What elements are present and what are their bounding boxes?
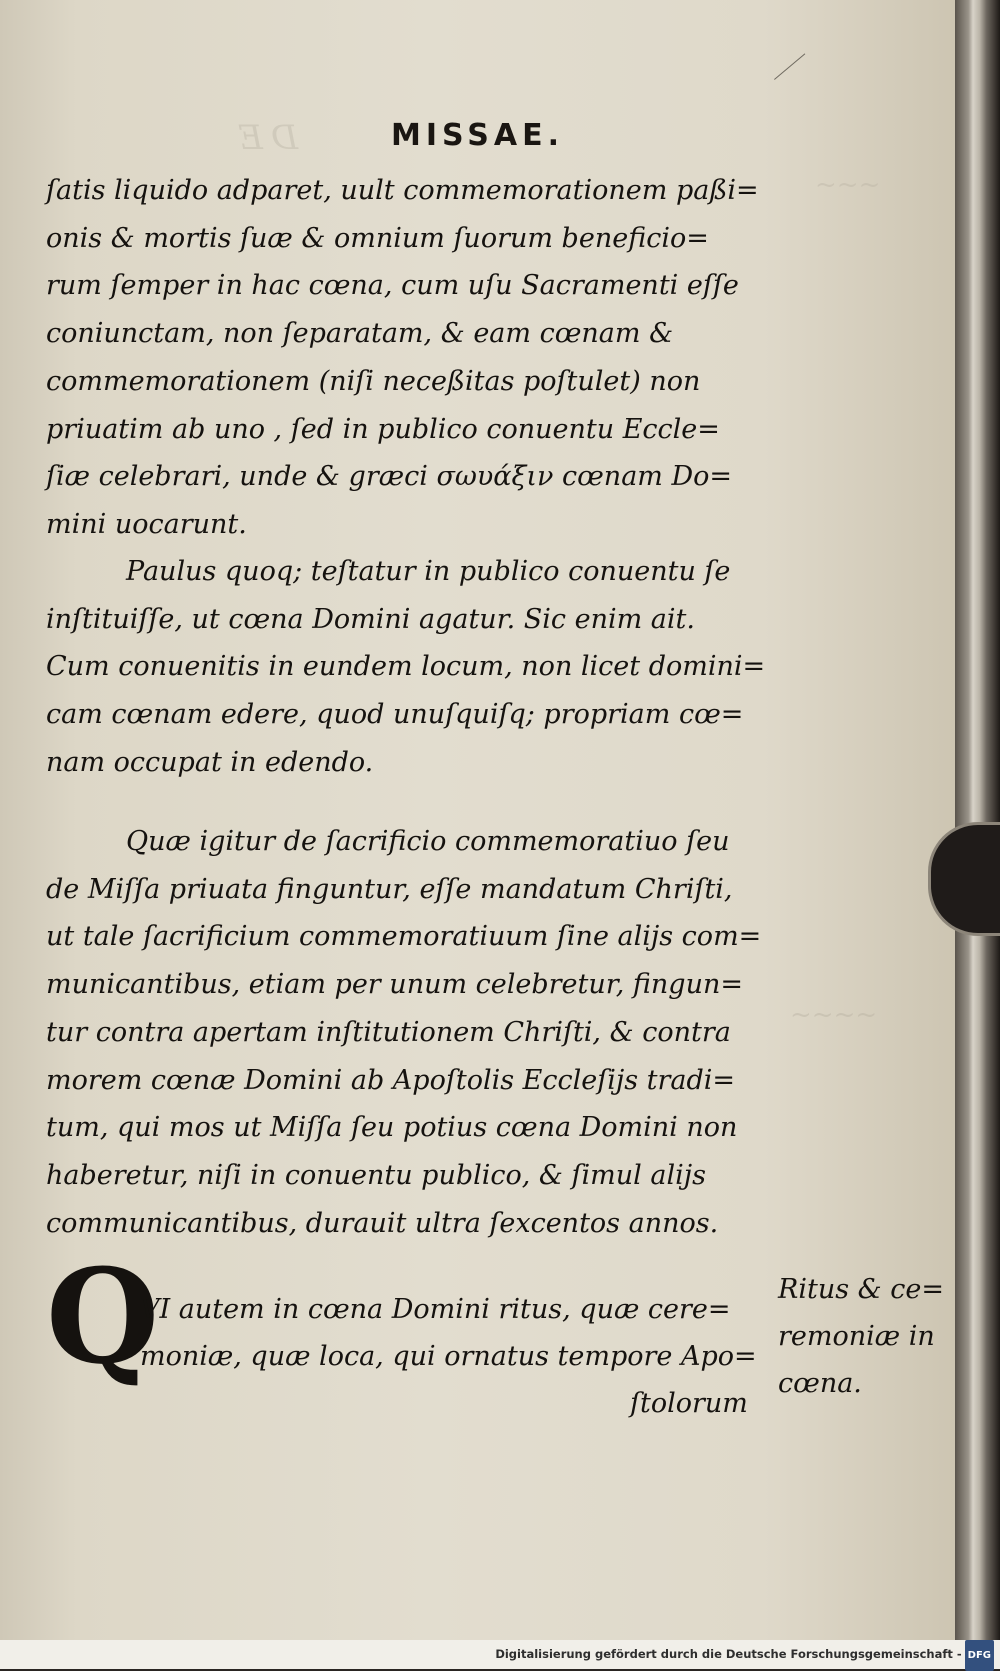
show-through-text: ~~~~ [790,1000,878,1030]
text-line: tum, qui mos ut Miſſa ſeu potius cœna Domini non [46,1112,738,1144]
text-line: ſiæ celebrari, unde & græci σωυάξιν cœnam Do= [46,461,733,493]
text-line: mini uocarunt. [46,508,247,540]
footer-credit [0,1640,1000,1669]
text-line: de Miſſa priuata finguntur, eſſe mandatum Chriſti, [46,873,733,905]
pencil-mark [774,53,806,80]
text-line: cam cœnam edere, quod unuſquiſq; propriam cœ= [46,699,744,731]
text-line: morem cœnæ Domini ab Apoſtolis Eccleſijs tradi= [46,1064,736,1096]
show-through-text: ~~~ [815,170,881,200]
text-line: moniæ, quæ loca, qui ornatus tempore Apo= [140,1341,757,1372]
marginal-line: Ritus & ce= [778,1274,944,1305]
drop-capital: Q [46,1240,160,1393]
paragraph-2 [46,548,766,787]
marginal-line: remoniæ in [778,1321,935,1352]
marginal-note [778,1266,953,1407]
paragraph-4 [140,1286,766,1427]
text-line: rum ſemper in hac cœna, cum uſu Sacramenti eſſe [46,270,739,302]
text-line: priuatim ab uno , ſed in publico conuentu Eccle= [46,413,720,445]
text-line: nam occupat in edendo. [46,746,374,778]
text-line: Cum conuenitis in eundem locum, non licet domini= [46,651,766,683]
text-line: inſtituiſſe, ut cœna Domini agatur. Sic enim ait. [46,603,695,635]
show-through-text: DE [230,118,299,158]
dfg-logo: DFG [965,1640,994,1671]
text-line: commemorationem (niſi neceßitas poſtulet) non [46,365,701,397]
text-line: tur contra apertam inſtitutionem Chriſti, & contra [46,1016,731,1048]
text-line: communicantibus, durauit ultra ſexcentos annos. [46,1207,719,1239]
text-line: VI autem in cœna Domini ritus, quæ cere= [140,1294,731,1325]
paragraph-1 [46,167,759,549]
text-line: ſtolorum [630,1388,748,1419]
footer-text: Digitalisierung gefördert durch die Deutsche Forschungsgemeinschaft - [495,1647,962,1661]
text-line: onis & mortis ſuæ & omnium ſuorum beneficio= [46,222,709,254]
text-line: municantibus, etiam per unum celebretur, fingun= [46,969,743,1001]
marginal-line: cœna. [778,1368,862,1399]
page-edge [955,0,1000,1640]
text-line: coniunctam, non ſeparatam, & eam cœnam & [46,318,674,350]
text-line: Quæ igitur de ſacrificio commemoratiuo ſeu [126,826,730,857]
text-line: Paulus quoq; teſtatur in publico conuentu ſe [126,556,731,587]
text-line: haberetur, niſi in conuentu publico, & ſimul alijs [46,1159,706,1191]
text-line: ſatis liquido adparet, uult commemorationem paßi= [46,175,759,206]
text-line: ut tale ſacrificium commemoratiuum ſine alijs com= [46,921,762,953]
paragraph-3 [46,818,762,1247]
running-header: MISSAE. [391,118,564,153]
